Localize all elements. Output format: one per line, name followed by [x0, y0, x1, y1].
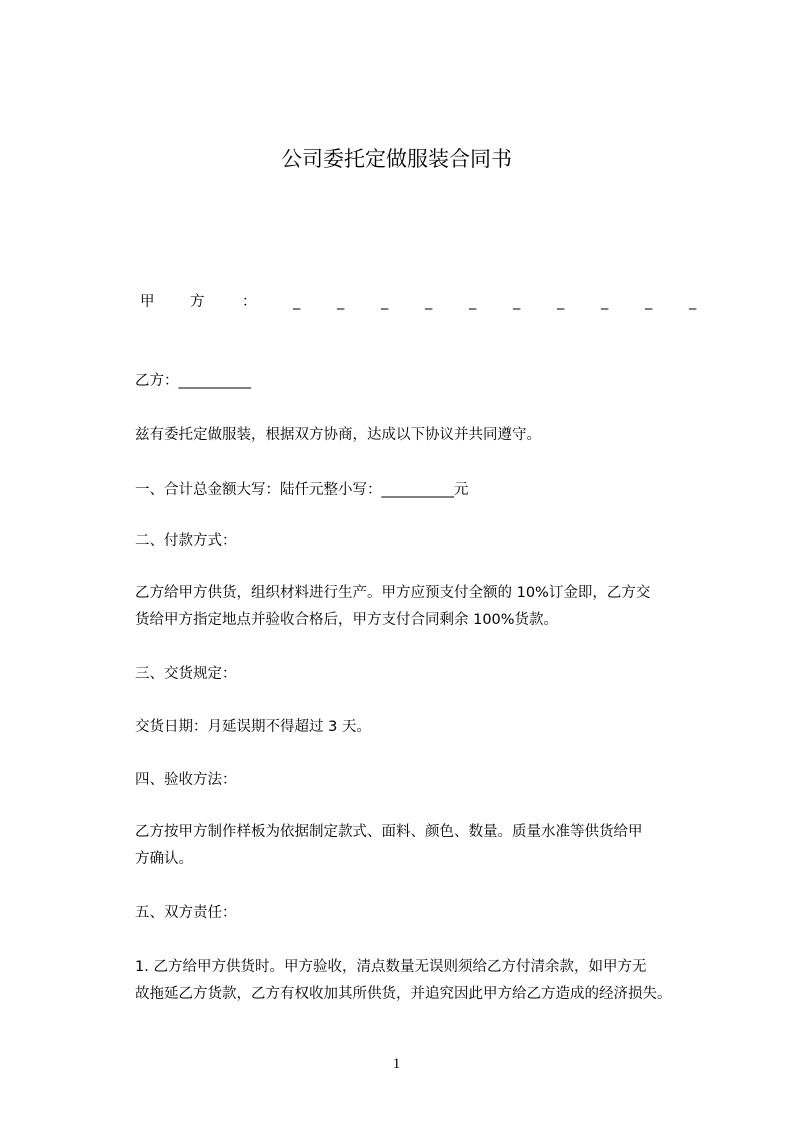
- section-3-text: 交货日期：月延误期不得超过 3 天。: [135, 719, 371, 735]
- page-number: 1: [392, 1056, 401, 1072]
- blank-dash: _: [557, 294, 565, 310]
- blank-dash: _: [425, 294, 433, 310]
- blank-dash: _: [293, 294, 301, 310]
- party-a-label-1: 甲: [140, 294, 155, 310]
- section-1-amount: 一、合计总金额大写：陆仟元整小写：__________元: [135, 482, 469, 498]
- section-4-text: 方确认。: [135, 851, 193, 867]
- section-4-text: 乙方按甲方制作样板为依据制定款式、面料、颜色、数量。质量水准等供货给甲: [135, 824, 643, 840]
- section-2-heading: 二、付款方式：: [135, 533, 237, 549]
- section-2-text: 货给甲方指定地点并验收合格后，甲方支付合同剩余 100%货款。: [135, 612, 559, 628]
- section-5-heading: 五、双方责任：: [135, 905, 237, 921]
- blank-dash: _: [645, 294, 653, 310]
- document-title: 公司委托定做服装合同书: [281, 147, 512, 171]
- section-2-text: 乙方给甲方供货，组织材料进行生产。甲方应预支付全额的 10%订金即，乙方交: [135, 585, 651, 601]
- blank-dash: _: [381, 294, 389, 310]
- intro-paragraph: 兹有委托定做服装，根据双方协商，达成以下协议并共同遵守。: [135, 427, 541, 443]
- section-3-heading: 三、交货规定：: [135, 666, 237, 682]
- blank-dash: _: [689, 294, 697, 310]
- section-4-heading: 四、验收方法：: [135, 772, 237, 788]
- party-a-label-2: 方: [190, 294, 205, 310]
- section-5-text: 1. 乙方给甲方供货时。甲方验收，清点数量无误则须给乙方付清余款，如甲方无: [135, 959, 647, 975]
- party-a-colon: ：: [242, 294, 257, 310]
- party-a-line: [135, 292, 735, 312]
- blank-dash: _: [513, 294, 521, 310]
- blank-dash: _: [469, 294, 477, 310]
- party-b-line: 乙方：__________: [135, 373, 251, 389]
- blank-dash: _: [337, 294, 345, 310]
- section-5-text: 故拖延乙方货款，乙方有权收加其所供货，并追究因此甲方给乙方造成的经济损失。: [135, 986, 672, 1002]
- blank-dash: _: [601, 294, 609, 310]
